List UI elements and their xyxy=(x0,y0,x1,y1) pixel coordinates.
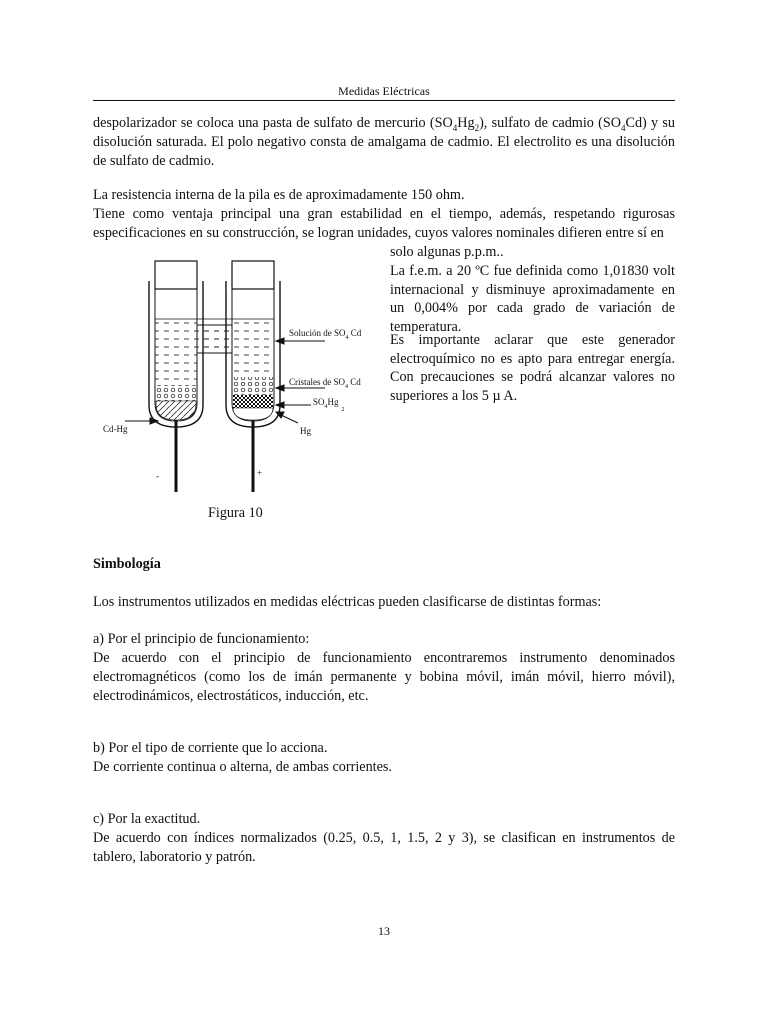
label-hg: Hg xyxy=(300,426,311,436)
solution-left xyxy=(155,319,197,385)
paragraph-despolarizador: despolarizador se coloca una pasta de sulfato de mercurio $(SO_4Hg_2)$, sulfato de cadmio $(SO_4Cd)$ y su disolución saturada. El polo negativo consta de amalgama de cadmio. El electrolito es una disolución de sulfato de cadmio. xyxy=(93,115,675,170)
right-crystals xyxy=(233,377,273,395)
label-plus: + xyxy=(257,468,263,478)
weston-cell-figure xyxy=(93,255,388,495)
left-stopper xyxy=(155,261,197,289)
item-c-title: c) Por la exactitud. xyxy=(93,811,201,827)
figure-caption: Figura 10 xyxy=(208,505,263,521)
page-number: 13 xyxy=(378,924,390,938)
side-text-importante: Es importante aclarar que este generador electroquímico no es apto para entregar energía. Con precauciones se podrá alcanzar valores no superiores a los 5 µ A. xyxy=(390,332,675,405)
right-so4hg2 xyxy=(233,395,273,408)
label-so4hg2: $SO_4Hg_2$ xyxy=(313,397,345,413)
right-stopper xyxy=(232,261,274,289)
label-cd-hg: Cd-Hg xyxy=(103,424,128,434)
side-text-ppm: solo algunas p.p.m.. xyxy=(390,244,504,260)
item-b-body: De corriente continua o alterna, de ambas corrientes. xyxy=(93,759,392,775)
paragraph-ventaja: Tiene como ventaja principal una gran estabilidad en el tiempo, además, respetando rigurosas especificaciones en su construcción, se logran unidades, cuyos valores nominales difieren entre sí en xyxy=(93,206,675,242)
paragraph-resistencia: La resistencia interna de la pila es de aproximadamente 150 ohm. xyxy=(93,187,465,203)
side-text-fem: La f.e.m. a 20 ºC fue definida como 1,01830 volt internacional y disminuye aproximadamente en un 0,004% por cada grado de variación de temperatura. xyxy=(390,263,675,336)
item-a-title: a) Por el principio de funcionamiento: xyxy=(93,631,310,647)
left-amalgam xyxy=(156,401,196,420)
item-a-body: De acuerdo con el principio de funcionamiento encontraremos instrumento denominados electromagnéticos (como los de imán permanente y bobina móvil, imán móvil, hierro móvil), electrodinámicos, electrostáticos, inducción, etc. xyxy=(93,650,675,705)
left-crystals xyxy=(156,385,196,401)
solution-right xyxy=(232,319,274,377)
item-c-body: De acuerdo con índices normalizados (0.25, 0.5, 1, 1.5, 2 y 3), se clasifican en instrumentos de tablero, laboratorio y patrón. xyxy=(93,830,675,866)
running-header: Medidas Eléctricas xyxy=(338,84,430,98)
label-cristales: Cristales de $SO_4$ Cd xyxy=(289,377,361,390)
item-b-title: b) Por el tipo de corriente que lo acciona. xyxy=(93,740,328,756)
header-rule xyxy=(93,100,675,101)
section-title: Simbología xyxy=(93,556,161,572)
section-intro: Los instrumentos utilizados en medidas eléctricas pueden clasificarse de distintas formas: xyxy=(93,594,602,610)
label-minus: - xyxy=(156,471,159,481)
label-solucion: Solución de $SO_4$ Cd xyxy=(289,328,362,341)
